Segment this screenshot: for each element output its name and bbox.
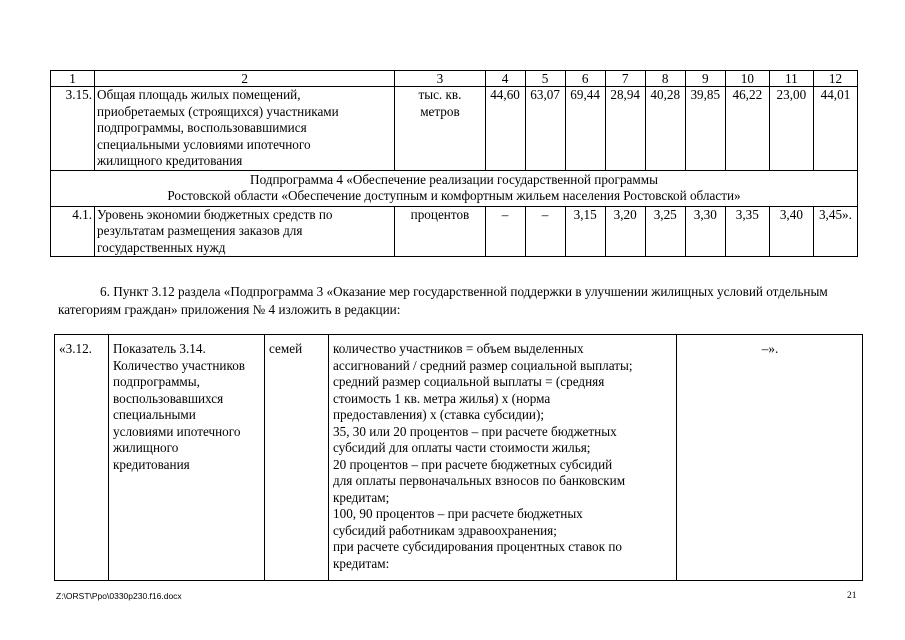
value-cell: 3,15	[565, 206, 605, 257]
table-header-row	[51, 71, 858, 87]
text-line: условиями ипотечного	[113, 423, 241, 439]
unit-cell: семей	[265, 335, 329, 581]
value-cell: 28,94	[605, 87, 645, 171]
text-line: субсидий для оплаты части стоимости жилья;	[333, 440, 591, 455]
value-cell: 69,44	[565, 87, 605, 171]
text-line: для оплаты первоначальных взносов по банковским	[333, 473, 626, 488]
text-line: подпрограммы, воспользовавшимися	[97, 120, 307, 135]
value-cell: 3,40	[769, 206, 813, 257]
text-line: при расчете субсидирования процентных ставок по	[333, 539, 622, 554]
subprogram-row	[51, 170, 858, 206]
text-line: результатам размещения заказов для	[97, 223, 303, 238]
text-line: стоимость 1 кв. метра жилья) х (норма	[333, 390, 551, 406]
text-line: кредитам:	[333, 555, 390, 571]
text-line: Уровень экономии бюджетных средств по	[97, 206, 333, 222]
value-cell: 40,28	[645, 87, 685, 171]
text-line: приобретаемых (строящихся) участниками	[97, 103, 339, 119]
header-cell: 9	[685, 71, 725, 87]
indicator-name	[95, 206, 395, 257]
footer-file-path: Z:\ORST\Ppo\0330p230.f16.docx	[56, 591, 182, 601]
header-cell: 8	[645, 71, 685, 87]
text-line: Общая площадь жилых помещений,	[97, 87, 301, 102]
text-line: воспользовавшихся	[113, 390, 224, 406]
text-line: Показатель 3.14.	[113, 341, 206, 356]
value-cell: 3,45».	[813, 206, 857, 257]
text-line: 100, 90 процентов – при расчете бюджетных	[333, 506, 583, 521]
text-line: субсидий работникам здравоохранения;	[333, 522, 557, 538]
table-row	[55, 335, 863, 581]
page-number: 21	[847, 591, 857, 601]
text-line: специальными условиями ипотечного	[97, 136, 311, 152]
text-line: специальными	[113, 407, 196, 422]
table-row	[51, 206, 858, 257]
text-line: подпрограммы,	[113, 374, 200, 389]
indicator-name	[95, 87, 395, 171]
indicator-definition-table	[54, 334, 863, 581]
header-cell: 12	[813, 71, 857, 87]
indicators-table	[50, 70, 858, 257]
text-line: жилищного	[113, 440, 179, 455]
amendment-paragraph: 6. Пункт 3.12 раздела «Подпрограмма 3 «Оказание мер государственной поддержки в улучшении жилищных условий отдельным категориям граждан» приложения № 4 изложить в редакции:	[58, 284, 828, 317]
value-cell: –	[485, 206, 525, 257]
header-cell: 4	[485, 71, 525, 87]
value-cell: 63,07	[525, 87, 565, 171]
value-cell: 3,25	[645, 206, 685, 257]
subprogram-title	[51, 170, 858, 206]
header-cell: 10	[725, 71, 769, 87]
unit-cell	[395, 87, 485, 171]
row-number: 4.1.	[51, 206, 95, 257]
last-cell: –».	[677, 335, 863, 581]
text-line: жилищного кредитования	[97, 153, 243, 168]
text-line: количество участников = объем выделенных	[333, 341, 584, 356]
value-cell: –	[525, 206, 565, 257]
header-cell: 7	[605, 71, 645, 87]
header-cell: 6	[565, 71, 605, 87]
header-cell: 3	[395, 71, 485, 87]
value-cell: 3,30	[685, 206, 725, 257]
text-line: ассигнований / средний размер социальной выплаты;	[333, 357, 633, 373]
value-cell: 3,20	[605, 206, 645, 257]
header-cell: 11	[769, 71, 813, 87]
value-cell: 44,01	[813, 87, 857, 171]
header-cell: 5	[525, 71, 565, 87]
unit-cell: процентов	[395, 206, 485, 257]
text-line: Ростовской области «Обеспечение доступным и комфортным жильем населения Ростовской области»	[167, 188, 741, 203]
value-cell: 46,22	[725, 87, 769, 171]
table-row	[51, 87, 858, 171]
header-cell: 2	[95, 71, 395, 87]
text-line: 20 процентов – при расчете бюджетных субсидий	[333, 456, 613, 472]
text-line: Подпрограмма 4 «Обеспечение реализации государственной программы	[250, 171, 658, 187]
value-cell: 44,60	[485, 87, 525, 171]
value-cell: 39,85	[685, 87, 725, 171]
text-line: 35, 30 или 20 процентов – при расчете бюджетных	[333, 423, 617, 439]
text-line: кредитам;	[333, 489, 390, 505]
header-cell: 1	[51, 71, 95, 87]
text-line: средний размер социальной выплаты = (средняя	[333, 374, 605, 389]
row-number: 3.15.	[51, 87, 95, 171]
formula-cell	[329, 335, 677, 581]
text-line: Количество участников	[113, 357, 246, 373]
value-cell: 23,00	[769, 87, 813, 171]
value-cell: 3,35	[725, 206, 769, 257]
text-line: предоставления) х (ставка субсидии);	[333, 407, 545, 422]
text-line: тыс. кв.	[418, 87, 462, 102]
text-line: кредитования	[113, 456, 190, 472]
indicator-name	[109, 335, 265, 581]
text-line: государственных нужд	[97, 239, 226, 255]
row-number: «3.12.	[55, 335, 109, 581]
text-line: метров	[420, 103, 460, 119]
